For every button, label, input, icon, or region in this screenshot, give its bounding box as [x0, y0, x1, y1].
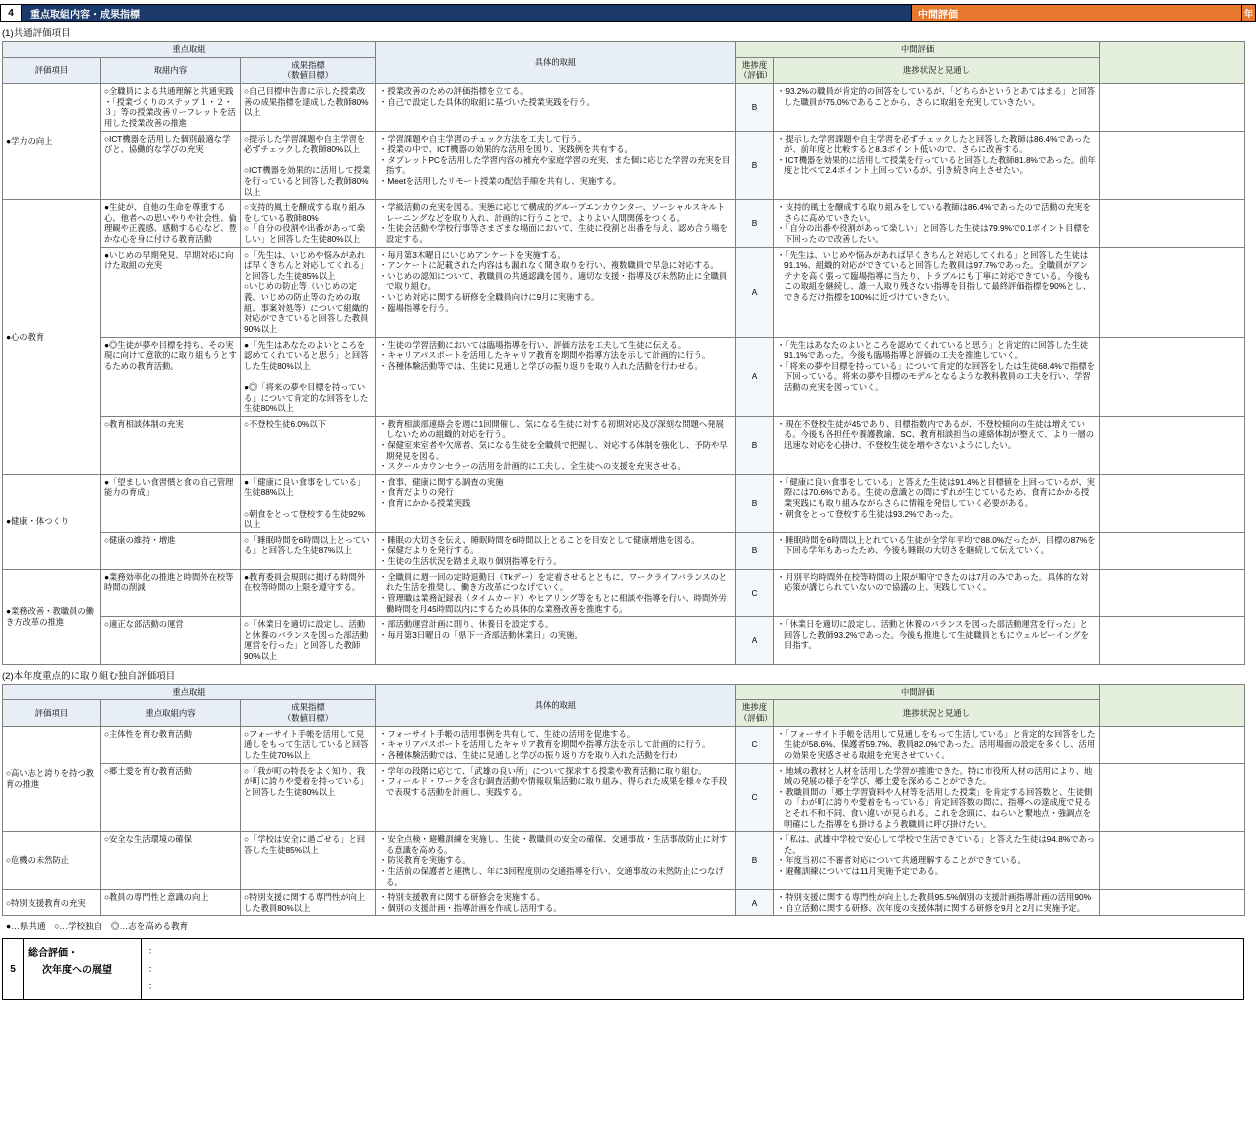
header-shinchokudo: 進捗度 （評価）	[736, 57, 774, 84]
table-row	[3, 416, 1245, 474]
header-shinchoku-joukyou: 進捗状況と見通し	[774, 57, 1100, 84]
table-row	[3, 337, 1245, 416]
seika-shihyo-cell: ○提示した学習課題や自主学習を必ずチェックした教師80%以上 ○ICT機器を効果的に活用して授業を行っていると回答した教師80%以上	[241, 131, 376, 200]
gutaiteki-cell: ・安全点検・避難訓練を実施し、生徒・教職員の安全の確保、交通事故・生活事故防止に対する意識を高める。 ・防災教育を実施する。 ・生活前の保護者と連携し、年に3回程度別の交通指導を行い、交通事故の未然防止につなげる。	[376, 832, 736, 890]
seika-shihyo-cell: ○特別支援に関する専門性が向上した教員80%以上	[241, 890, 376, 916]
table-row	[3, 763, 1245, 832]
gutaiteki-cell: ・学習課題や自主学習のチェック方法を工夫して行う。 ・授業の中で、ICT機器の効果的な活用を図り、実践例を共有する。 ・タブレットPCを活用した学習内容の補充や家庭学習の充実、また個に応じた学習の充実を目指す。 ・Meetを活用したリモート授業の配信手順を共有し、実施する。	[376, 131, 736, 200]
mitooshi-cell: ・月別平均時間外在校等時間の上限が順守できたのは7月のみであった。具体的な対応策が講じられていないので協議の上、実践していく。	[774, 569, 1100, 616]
mitooshi-cell: ・提示した学習課題や自主学習を必ずチェックしたと回答した教師は86.4%であったが、前年度と比較すると8.3ポイント低いので、さらに改善する。 ・ICT機器を効果的に活用して授業を行っていると回答した教師81.8%であった。前年度と比べて2.4ポイント上回っているが、引き続き向上させたい。	[774, 131, 1100, 200]
gutaiteki-cell: ・教育相談部連絡会を週に1回開催し、気になる生徒に対する初期対応及び深刻な問題へ発展しないための組織的対応を行う。 ・保健室来室者や欠席者、気になる生徒を全職員で把握し、対応する体制を強化し、予防や早期発見を図る。 ・スクールカウンセラーの活用を計画的に工夫し、全生徒への支援を充実させる。	[376, 416, 736, 474]
shinchokudo-cell: A	[736, 247, 774, 337]
seika-shihyo-cell: ○「学校は安全に過ごせる」と回答した生徒85%以上	[241, 832, 376, 890]
shinchokudo-cell: B	[736, 832, 774, 890]
section5-label	[24, 938, 142, 999]
common-eval-table	[2, 41, 1245, 665]
gutaiteki-cell: ・フォーサイト手帳の活用事例を共有して、生徒の活用を促進する。 ・キャリアパスポートを活用したキャリア教育を期間や指導方法を示して計画的に行う。 ・各種体験活動では、生徒に見通しと学びの振り返り方を取り入れた活動を行わ	[376, 726, 736, 763]
gutaiteki-cell: ・学年の段階に応じて、「武雄の良い所」について探求する授業や教育活動に取り組む。 ・フィールド・ワークを含む調査活動や情報収集活動に取り組み、得られた成果を様々な手段で表現する活動を計画し、実践する。	[376, 763, 736, 832]
mitooshi-cell: ・地域の教材と人材を活用した学習が推進できた。特に市役所人材の活用により、地域の発展の様子を学び、郷土愛を深めることができた。 ・教職員間の「郷土学習資料や人材等を活用した授業」を肯定する回答数と、生徒側の「わが町に誇りや愛着をもっている」肯定回答数の間に、指導への達成度で見るとそれ不和不同、食い違いが見られる。これを念頭に、ねらいと繋地点・強調点を明確にした指導をも掛けるよう教職員に呼び掛けたい。	[774, 763, 1100, 832]
eval-item-cell: ●心の教育	[3, 200, 101, 475]
table-header-row	[3, 684, 1245, 700]
torikumi-cell: ○ICT機器を活用した個別最適な学びと、協働的な学びの充実	[101, 131, 241, 200]
shinchokudo-cell: C	[736, 763, 774, 832]
mitooshi-cell: ・睡眠時間を6時間以上とれている生徒が全学年平均で88.0%だったが、目標の87%を下回る学年もあったため、今後も睡眠の大切さを継続して伝えていく。	[774, 532, 1100, 569]
eval-item-cell: ○危機の未然防止	[3, 832, 101, 890]
extra-cell	[1100, 763, 1245, 832]
seika-shihyo-cell: ○「先生は、いじめや悩みがあれば早くきちんと対応してくれる」と回答した生徒85%以上 ○いじめの防止等（いじめの定義、いじめの防止等のための取組、事案対処等）について組織的対応ができていると回答した教員90%以上	[241, 247, 376, 337]
seika-shihyo-cell: ○「睡眠時間を6時間以上とっている」と回答した生徒87%以上	[241, 532, 376, 569]
table-row	[3, 890, 1245, 916]
header-hyoka-koumoku: 評価項目	[3, 57, 101, 84]
header-shinchokudo: 進捗度 （評価）	[736, 700, 774, 727]
section4-title: 重点取組内容・成果指標	[22, 4, 912, 22]
shinchokudo-cell: B	[736, 200, 774, 247]
section5-label-line1: 総合評価・	[28, 948, 78, 960]
seika-shihyo-cell: ●「健康に良い食事をしている」生徒88%以上 ○朝食をとって登校する生徒92%以上	[241, 474, 376, 532]
mitooshi-cell: ・特別支援に関する専門性が向上した教員95.5%個別の支援計画指導計画の活用90% ・自立活動に関する研修、次年度の支援体制に関する研修を9月と2月に実施予定。	[774, 890, 1100, 916]
page	[0, 4, 1256, 1000]
header-hyoka-koumoku: 評価項目	[3, 700, 101, 727]
section5-line: ：	[148, 946, 158, 957]
header-chukan: 中間評価	[736, 42, 1100, 58]
section4-header	[0, 4, 1256, 22]
gutaiteki-cell: ・特別支援教育に関する研修会を実施する。 ・個別の支援計画・指導計画を作成し活用する。	[376, 890, 736, 916]
extra-cell	[1100, 84, 1245, 131]
torikumi-cell: ○主体性を育む教育活動	[101, 726, 241, 763]
gutaiteki-cell: ・授業改善のための評価指標を立てる。 ・自己で設定した具体的取組に基づいた授業実践を行う。	[376, 84, 736, 131]
header-torikumi-naiyo: 重点取組内容	[101, 700, 241, 727]
gutaiteki-cell: ・部活動運営計画に則り、休養日を設定する。 ・毎月第3日曜日の「県下一斉部活動休業日」の実施。	[376, 617, 736, 664]
eval-item-cell: ●健康・体つくり	[3, 474, 101, 569]
header-seika-shihyo: 成果指標 （数値目標）	[241, 57, 376, 84]
header-gutaiteki: 具体的取組	[376, 684, 736, 726]
table-row	[3, 726, 1245, 763]
gutaiteki-cell: ・睡眠の大切さを伝え、睡眠時間を6時間以上とることを目安として健康増進を図る。 ・保健だよりを発行する。 ・生徒の生活状況を踏まえ取り個別指導を行う。	[376, 532, 736, 569]
seika-shihyo-cell: ●「先生はあなたのよいところを認めてくれていると思う」と回答した生徒80%以上 ●◎「将来の夢や目標を持っている」について肯定的な回答をした生徒80%以上	[241, 337, 376, 416]
extra-cell	[1100, 617, 1245, 664]
header-torikumi-naiyo: 取組内容	[101, 57, 241, 84]
gutaiteki-cell: ・生徒の学習活動においては臨場指導を行い、評価方法を工夫して生徒に伝える。 ・キャリアパスポートを活用したキャリア教育を期間や指導方法を示して計画的に行う。 ・各種体験活動等では、生徒に見通しと学びの振り返りを取り入れた活動を行わせる。	[376, 337, 736, 416]
eval-item-cell: ●業務改善・教職員の働き方改革の推進	[3, 569, 101, 664]
extra-cell	[1100, 832, 1245, 890]
seika-shihyo-cell: ○支持的風土を醸成する取り組みをしている教師80% ○「自分の役割や出番があって楽しい」と回答した生徒80%以上	[241, 200, 376, 247]
torikumi-cell: ●いじめの早期発見、早期対応に向けた取組の充実	[101, 247, 241, 337]
shinchokudo-cell: B	[736, 532, 774, 569]
mitooshi-cell: ・「私は、武雄中学校で安心して学校で生活できている」と答えた生徒は94.8%であった。 ・年度当初に不審者対応について共通理解することができている。 ・避難訓練については11月実施予定である。	[774, 832, 1100, 890]
section5-body[interactable]	[142, 938, 1244, 999]
header-shinchoku-joukyou: 進捗状況と見通し	[774, 700, 1100, 727]
table-row	[3, 474, 1245, 532]
gutaiteki-cell: ・食事、健康に関する調査の実施 ・食育だよりの発行 ・食育にかかる授業実践	[376, 474, 736, 532]
extra-cell	[1100, 532, 1245, 569]
shinchokudo-cell: B	[736, 131, 774, 200]
table-row	[3, 832, 1245, 890]
extra-cell	[1100, 247, 1245, 337]
shinchokudo-cell: B	[736, 416, 774, 474]
mitooshi-cell: ・「先生はあなたのよいところを認めてくれていると思う」と肯定的に回答した生徒91.1%であった。今後も臨場指導と評価の工夫を推進していく。 ・「将来の夢や目標を持っている」について肯定的な回答をしたは生徒68.4%で指標を下回っている。将来の夢や目標のモデルとなるような教科教員の工夫を行い、学習活動の充実を図っていく。	[774, 337, 1100, 416]
extra-cell	[1100, 726, 1245, 763]
extra-cell	[1100, 131, 1245, 200]
section4-number: 4	[0, 4, 22, 22]
shinchokudo-cell: A	[736, 337, 774, 416]
gutaiteki-cell: ・学級活動の充実を図る。実態に応じて構成的グループエンカウンター、ソーシャルスキルトレーニングなどを取り入れ、計画的に行うことで、よりよい人間関係をつくる。 ・生徒会活動や学校行事等さまざまな場面において、生徒に役割と出番を与え、認め合う場を設定する。	[376, 200, 736, 247]
subtitle-unique: (2)本年度重点的に取り組む独自評価項目	[2, 670, 176, 682]
header-juten-torikumi: 重点取組	[3, 42, 376, 58]
seika-shihyo-cell: ○フォーサイト手帳を活用して見通しをもって生活していると回答した生徒70%以上	[241, 726, 376, 763]
header-juten-torikumi: 重点取組	[3, 684, 376, 700]
eval-item-cell: ○特別支援教育の充実	[3, 890, 101, 916]
mitooshi-cell: ・「健康に良い食事をしている」と答えた生徒は91.4%と目標値を上回っているが、実際には70.6%である。生徒の意識との間にずれが生じているため、食育にかかる授業実践にも取り組みながらさらに情報を発信していく必要がある。 ・朝食をとって登校する生徒は93.2%であった。	[774, 474, 1100, 532]
torikumi-cell: ○教育相談体制の充実	[101, 416, 241, 474]
mitooshi-cell: ・「フォーサイト手帳を活用して見通しをもって生活している」と肯定的な回答をした生徒が58.6%、保護者59.7%、教員82.0%であった。活用場面の設定を多くし、活用の効果を実感させる取組を充実させていく。	[774, 726, 1100, 763]
table-row	[3, 131, 1245, 200]
table-row	[3, 569, 1245, 616]
seika-shihyo-cell: ○不登校生徒6.0%以下	[241, 416, 376, 474]
section5-label-line2: 次年度への展望	[42, 965, 112, 977]
mitooshi-cell: ・「先生は、いじめや悩みがあれば早くきちんと対応してくれる」と回答した生徒は91.1%、組織的対応ができていると回答した教員は97.7%であった。全職員がアンテナを高く張って臨場指導に当たり、トラブルにも丁寧に対応できている。今後もこの取組を継続し、誰一人取り残さない指導を目指して最終評価指標を90%とし、できるだけ指標を100%に近づけていきたい。	[774, 247, 1100, 337]
shinchokudo-cell: B	[736, 474, 774, 532]
header-seika-shihyo: 成果指標 （数値目標）	[241, 700, 376, 727]
header-gutaiteki: 具体的取組	[376, 42, 736, 84]
section5-line: ：	[148, 963, 158, 974]
eval-item-cell: ●学力の向上	[3, 84, 101, 200]
shinchokudo-cell: B	[736, 84, 774, 131]
seika-shihyo-cell: ○「休業日を適切に設定し、活動と休養のバランスを図った部活動運営を行った」と回答した教師90%以上	[241, 617, 376, 664]
torikumi-cell: ○健康の維持・増進	[101, 532, 241, 569]
table-row	[3, 247, 1245, 337]
table-row	[3, 617, 1245, 664]
section5-number: 5	[2, 938, 24, 999]
unique-eval-table	[2, 684, 1245, 917]
section5	[2, 938, 1244, 999]
header-extra	[1100, 684, 1245, 726]
torikumi-cell: ○全職員による共通理解と共通実践 ・「授業づくりのステップ１・２・３」等の授業改善リーフレットを活用した授業改善の推進	[101, 84, 241, 131]
header-chukan: 中間評価	[736, 684, 1100, 700]
torikumi-cell: ○郷土愛を育む教育活動	[101, 763, 241, 832]
table-row	[3, 532, 1245, 569]
table-row	[3, 84, 1245, 131]
extra-cell	[1100, 416, 1245, 474]
torikumi-cell: ○教員の専門性と意識の向上	[101, 890, 241, 916]
section4-far-title: 年	[1242, 4, 1256, 22]
legend: ●…県共通 ○…学校独自 ◎…志を高める教育	[6, 921, 189, 932]
mitooshi-cell: ・現在不登校生徒が45であり、目標指数内であるが、不登校傾向の生徒は増えている。今後も各担任や養護教諭、SC、教育相談担当の連絡体制が整えて、より一層の迅速な対応を心掛け、不登校生徒を増やさないようにしたい。	[774, 416, 1100, 474]
torikumi-cell: ●業務効率化の推進と時間外在校等時間の削減	[101, 569, 241, 616]
extra-cell	[1100, 474, 1245, 532]
extra-cell	[1100, 337, 1245, 416]
mitooshi-cell: ・「休業日を適切に設定し、活動と休養のバランスを図った部活動運営を行った」と回答した教師93.2%であった。今後も推進して生徒職員ともにウェルビーイングを目指す。	[774, 617, 1100, 664]
mitooshi-cell: ・93.2%の職員が肯定的の回答をしているが、「どちらかというとあてはまる」と回答した職員が75.0%であることから、さらに取組を充実していきたい。	[774, 84, 1100, 131]
seika-shihyo-cell: ○自己目標申告書に示した授業改善の成果指標を達成した教師80%以上	[241, 84, 376, 131]
torikumi-cell: ●◎生徒が夢や目標を持ち、その実現に向けて意欲的に取り組もうとするための教育活動。	[101, 337, 241, 416]
seika-shihyo-cell: ●教育委員会規則に掲げる時間外在校等時間の上限を遵守する。	[241, 569, 376, 616]
torikumi-cell: ○安全な生活環境の確保	[101, 832, 241, 890]
subtitle-common: (1)共通評価項目	[2, 28, 71, 39]
shinchokudo-cell: C	[736, 726, 774, 763]
seika-shihyo-cell: ○「我が町の特長をよく知り、我が町に誇りや愛着を持っている」と回答した生徒80%以上	[241, 763, 376, 832]
gutaiteki-cell: ・全職員に週一回の定時退勤日（Tkデー）を定着させるとともに、ワークライフバランスのとれた生活を推奨し、働き方改革につなげていく。 ・管理職は業務記録表（タイムカード）やヒアリング等をもとに相談や指導を行い、時間外労働時間を月45時間以内にするため具体的な業務改善を推進する。	[376, 569, 736, 616]
extra-cell	[1100, 890, 1245, 916]
table-header-row	[3, 42, 1245, 58]
gutaiteki-cell: ・毎月第3木曜日にいじめアンケートを実施する。 ・アンケートに記載された内容はも漏れなく聞き取りを行い、複数職員で早急に対応する。 ・いじめの認知について、教職員の共通認識を図り、適切な支援・指導及び未然防止に全職員で取り組む。 ・いじめ対応に関する研修を全職員向けに9月に実施する。 ・臨場指導を行う。	[376, 247, 736, 337]
table-row	[3, 200, 1245, 247]
extra-cell	[1100, 569, 1245, 616]
eval-item-cell: ○高い志と誇りを持つ教育の推進	[3, 726, 101, 831]
extra-cell	[1100, 200, 1245, 247]
torikumi-cell: ●生徒が、自他の生命を尊重する心、他者への思いやりや社会性、倫理観や正義感、感動する心など、豊かな心を身に付ける教育活動	[101, 200, 241, 247]
shinchokudo-cell: A	[736, 890, 774, 916]
shinchokudo-cell: C	[736, 569, 774, 616]
section5-line: ：	[148, 980, 158, 991]
shinchokudo-cell: A	[736, 617, 774, 664]
mitooshi-cell: ・支持的風土を醸成する取り組みをしている教師は86.4%であったので活動の充実をさらに高めていきたい。 ・「自分の出番や役割があって楽しい」と回答した生徒は79.9%で0.1ポイント目標を下回ったので改善したい。	[774, 200, 1100, 247]
section4-right-title: 中間評価	[912, 4, 1242, 22]
torikumi-cell: ●「望ましい食習慣と食の自己管理能力の育成」	[101, 474, 241, 532]
header-extra	[1100, 42, 1245, 84]
torikumi-cell: ○適正な部活動の運営	[101, 617, 241, 664]
